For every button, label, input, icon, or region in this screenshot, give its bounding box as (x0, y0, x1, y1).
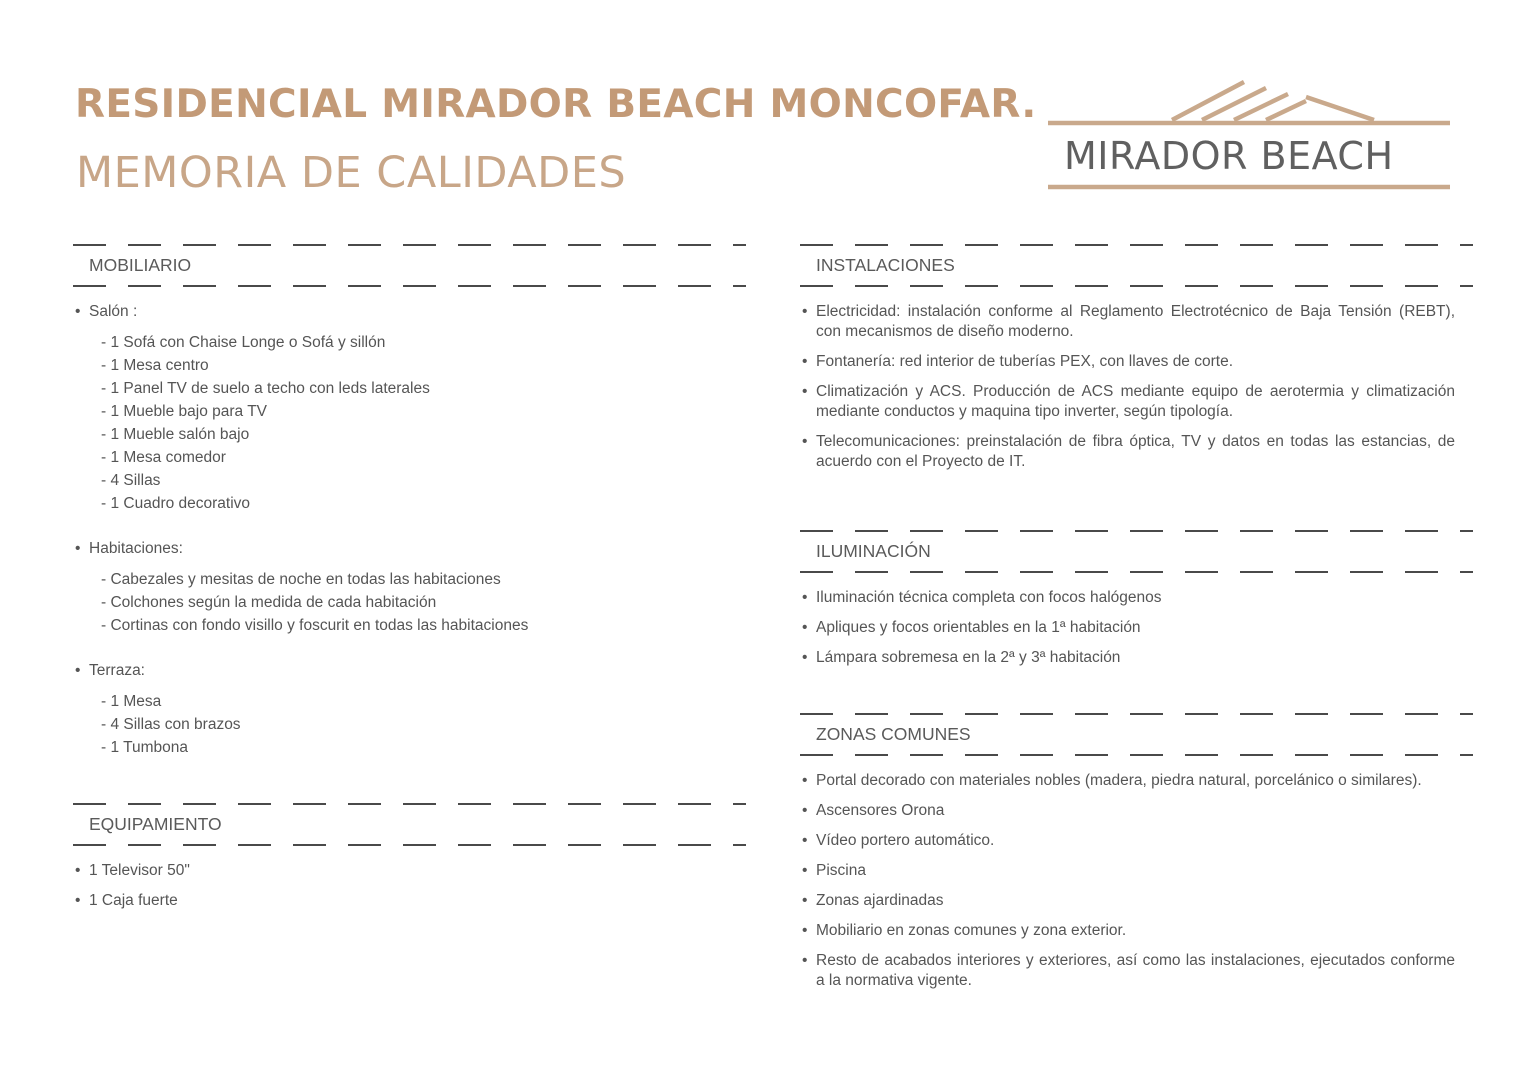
section-heading: EQUIPAMIENTO (89, 814, 222, 834)
list-item: • 1 Televisor 50" (73, 861, 746, 881)
logo-text: MIRADOR BEACH (1064, 134, 1394, 178)
section-mobiliario (73, 244, 746, 759)
section-divider (800, 285, 1473, 287)
list-item: - Cortinas con fondo visillo y foscurit en todas las habitaciones (101, 617, 529, 634)
section-zonas-comunes (800, 713, 1473, 991)
group-label: • Habitaciones: (73, 539, 746, 559)
list-item: • Climatización y ACS. Producción de ACS mediante equipo de aerotermia y climatización mediante conductos y maquina tipo inverter, según tipología. (800, 382, 1455, 422)
list-item: • Zonas ajardinadas (800, 891, 1455, 911)
list-item: - 1 Mesa centro (101, 357, 209, 374)
section-heading: MOBILIARIO (89, 255, 192, 275)
document-subtitle: MEMORIA DE CALIDADES (76, 148, 627, 198)
list-item: - Colchones según la medida de cada habitación (101, 594, 437, 611)
section-divider (800, 530, 1473, 532)
group-label: • Terraza: (73, 661, 746, 681)
list-item: • Electricidad: instalación conforme al Reglamento Electrotécnico de Baja Tensión (REBT), con mecanismos de diseño moderno. (800, 302, 1455, 342)
list-item: • 1 Caja fuerte (73, 891, 746, 911)
list-item: - 1 Tumbona (101, 739, 189, 756)
list-item: • Telecomunicaciones: preinstalación de fibra óptica, TV y datos en todas las estancias, de acuerdo con el Proyecto de IT. (800, 432, 1455, 472)
section-divider (800, 713, 1473, 715)
list-item: - 1 Mesa comedor (101, 449, 226, 466)
section-equipamiento (73, 803, 746, 911)
list-item: • Mobiliario en zonas comunes y zona exterior. (800, 921, 1455, 941)
group-salon (73, 302, 746, 515)
list-item: - 1 Mueble bajo para TV (101, 403, 268, 420)
section-divider (800, 754, 1473, 756)
list-item: • Lámpara sobremesa en la 2ª y 3ª habitación (800, 648, 1455, 668)
section-divider (800, 244, 1473, 246)
group-habitaciones (73, 539, 746, 637)
section-heading: ILUMINACIÓN (816, 541, 931, 561)
document-title: RESIDENCIAL MIRADOR BEACH MONCOFAR. (75, 82, 1037, 127)
list-item: - 1 Panel TV de suelo a techo con leds laterales (101, 380, 430, 397)
list-item: • Fontanería: red interior de tuberías PEX, con llaves de corte. (800, 352, 1455, 372)
section-divider (73, 803, 746, 805)
section-heading: ZONAS COMUNES (816, 724, 971, 744)
section-instalaciones (800, 244, 1473, 472)
list-item: - 4 Sillas (101, 472, 161, 489)
list-item: • Portal decorado con materiales nobles (madera, piedra natural, porcelánico o similares). (800, 771, 1455, 791)
list-item: • Ascensores Orona (800, 801, 1455, 821)
list-item: • Vídeo portero automático. (800, 831, 1455, 851)
section-heading: INSTALACIONES (816, 255, 955, 275)
list-item: • Iluminación técnica completa con focos halógenos (800, 588, 1455, 608)
list-item: - Cabezales y mesitas de noche en todas las habitaciones (101, 571, 501, 588)
group-label: • Salón : (73, 302, 746, 322)
list-item: - 1 Mueble salón bajo (101, 426, 250, 443)
list-item: • Apliques y focos orientables en la 1ª habitación (800, 618, 1455, 638)
group-terraza (73, 661, 746, 759)
section-divider (73, 285, 746, 287)
list-item: - 4 Sillas con brazos (101, 716, 241, 733)
list-item: • Piscina (800, 861, 1455, 881)
list-item: • Resto de acabados interiores y exteriores, así como las instalaciones, ejecutados conforme a la normativa vigente. (800, 951, 1455, 991)
list-item: - 1 Cuadro decorativo (101, 495, 251, 512)
list-item: - 1 Mesa (101, 693, 162, 710)
section-iluminacion (800, 530, 1473, 668)
list-item: - 1 Sofá con Chaise Longe o Sofá y sillón (101, 334, 386, 351)
section-divider (73, 244, 746, 246)
section-divider (800, 571, 1473, 573)
mirador-beach-logo (1044, 76, 1454, 196)
section-divider (73, 844, 746, 846)
